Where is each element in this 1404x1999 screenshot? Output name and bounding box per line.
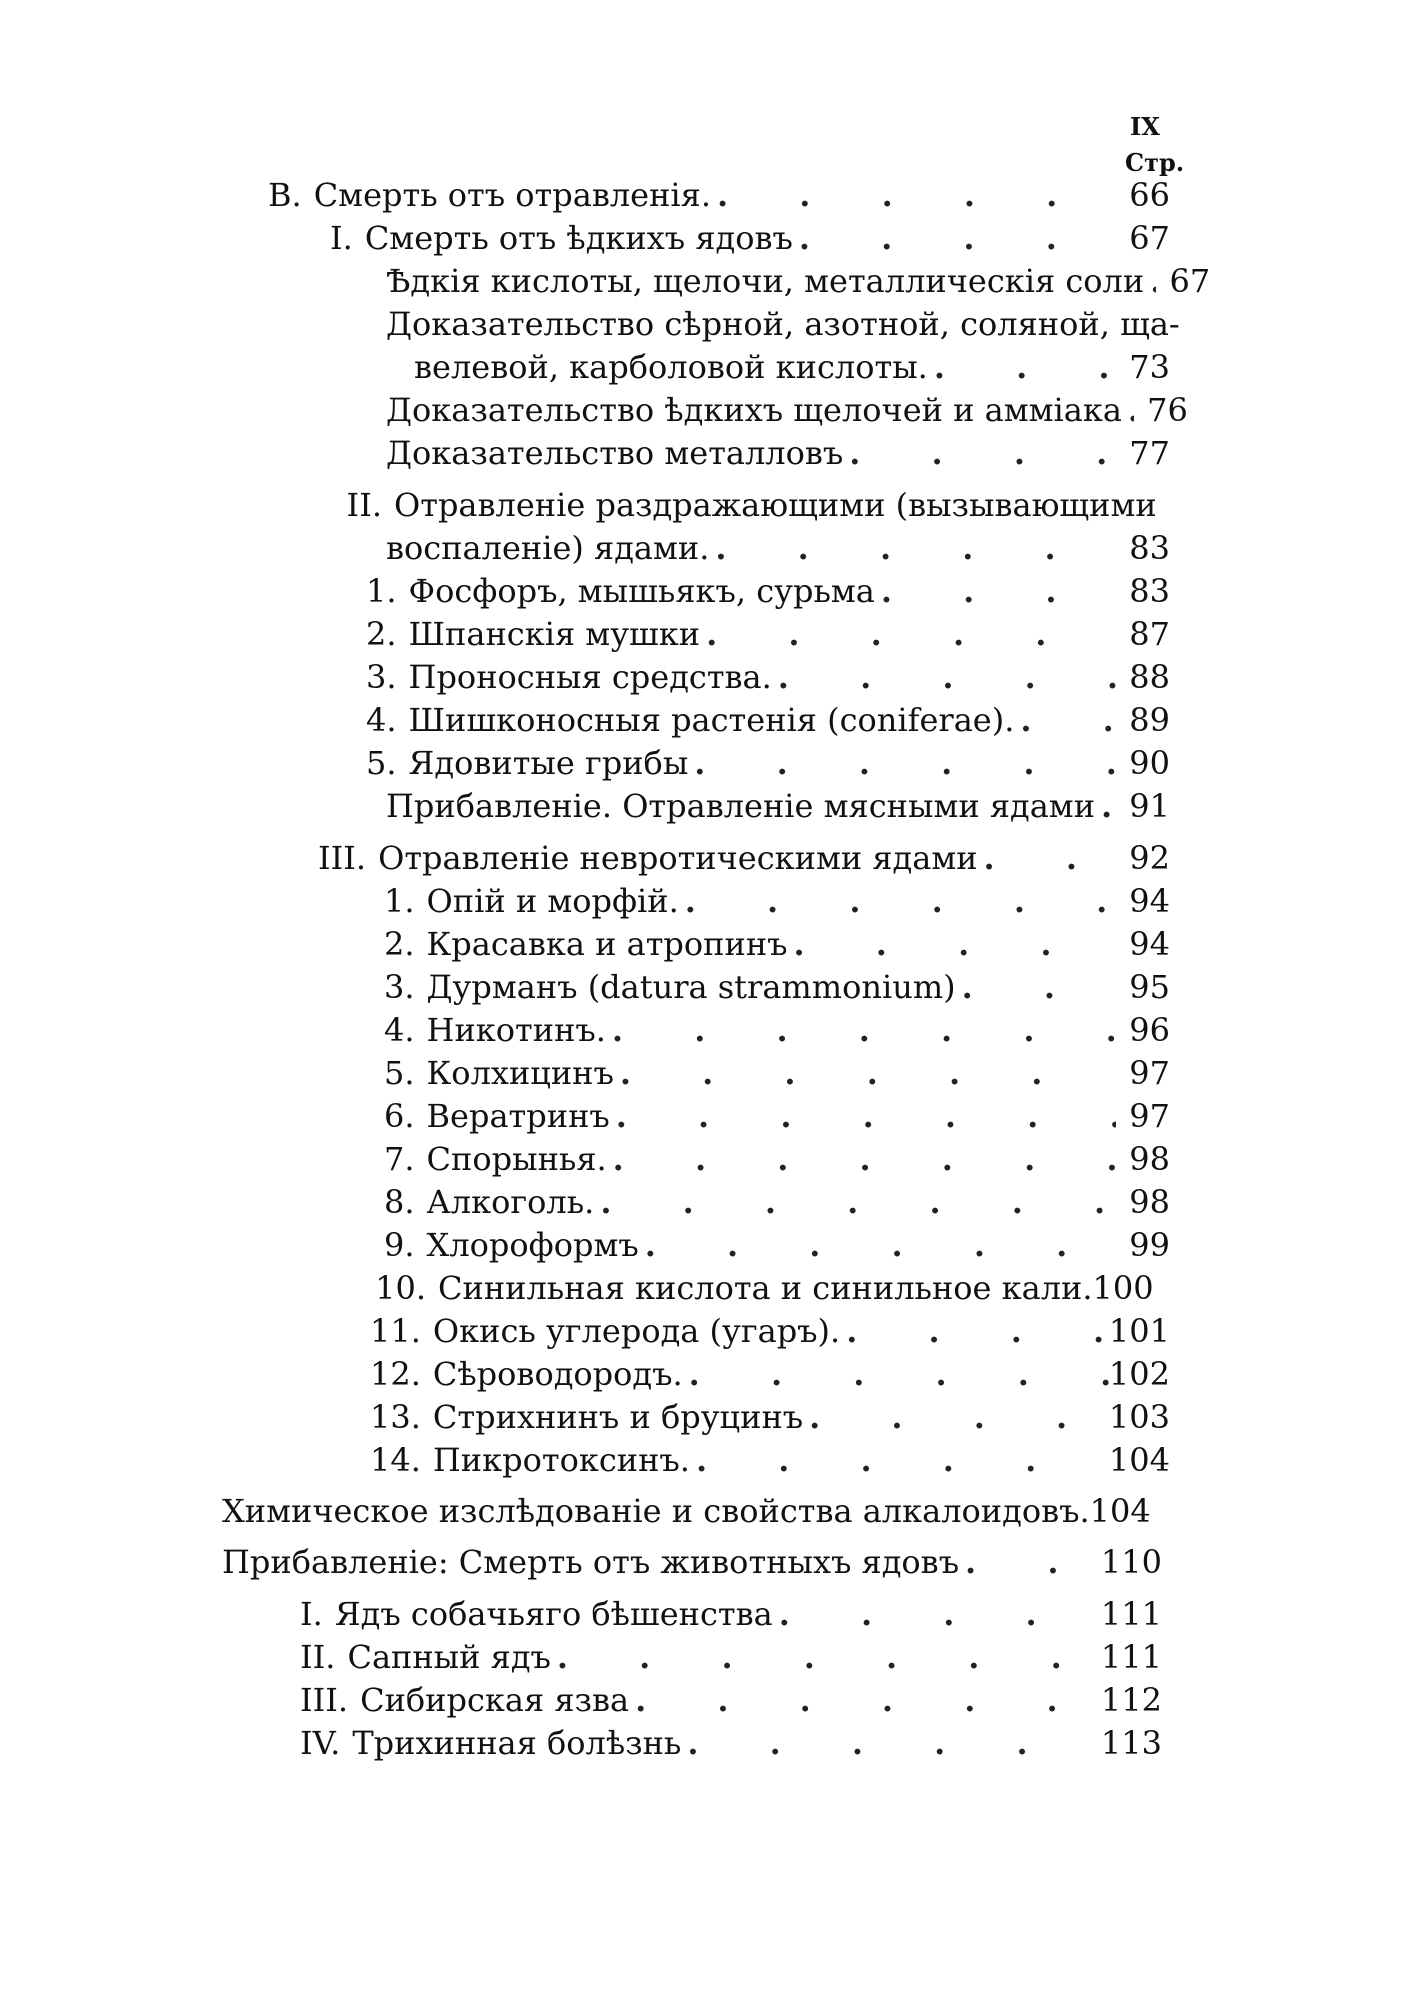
entry-number: 12. <box>370 1355 421 1393</box>
leader-dots <box>1095 786 1116 826</box>
toc-entry <box>318 838 1170 878</box>
entry-number: 2. <box>384 925 415 963</box>
toc-entry <box>384 1053 1170 1093</box>
entry-page: 92 <box>1129 839 1170 877</box>
entry-title: Спорынья. <box>426 1140 607 1178</box>
leader-dots <box>639 1225 1116 1265</box>
entry-page: 67 <box>1169 262 1211 300</box>
entry-page: 90 <box>1129 744 1170 782</box>
entry-page: 88 <box>1129 658 1170 696</box>
entry-number: III. <box>318 839 367 877</box>
entry-number: II. <box>346 486 382 524</box>
entry-number: 2. <box>366 615 397 653</box>
entry-number: 5. <box>366 744 397 782</box>
leader-dots <box>1144 261 1156 301</box>
leader-dots <box>875 571 1116 611</box>
toc-entry <box>366 614 1170 654</box>
toc-entry <box>384 1182 1170 1222</box>
entry-title: Проносныя средства. <box>408 658 772 696</box>
entry-page: 83 <box>1129 529 1170 567</box>
entry-title: Фосфоръ, мышьякъ, сурьма <box>408 572 875 610</box>
entry-page: 66 <box>1129 176 1170 214</box>
entry-page: 103 <box>1108 1398 1170 1436</box>
toc-entry <box>386 304 1180 344</box>
toc-entry <box>366 571 1170 611</box>
entry-title: Доказательство металловъ <box>386 434 844 472</box>
entry-page: 94 <box>1129 882 1170 920</box>
entry-page: 77 <box>1129 434 1170 472</box>
toc-entry <box>386 433 1170 473</box>
entry-title: Отравленіе невротическими ядами <box>378 839 978 877</box>
toc-entry <box>386 786 1170 826</box>
entry-title: Стрихнинъ и бруцинъ <box>432 1398 804 1436</box>
entry-page: 104 <box>1089 1492 1151 1530</box>
leader-dots <box>1122 390 1134 430</box>
toc-entry <box>300 1594 1162 1634</box>
entry-page: 104 <box>1108 1441 1170 1479</box>
entry-number: I. <box>300 1595 323 1633</box>
leader-dots <box>610 1096 1116 1136</box>
leader-dots <box>978 838 1116 878</box>
entry-title: Опій и морфій. <box>426 882 679 920</box>
page-number: IX <box>1130 112 1160 141</box>
leader-dots <box>606 1010 1116 1050</box>
entry-page: 112 <box>1100 1681 1162 1719</box>
entry-number: II. <box>300 1638 336 1676</box>
leader-dots <box>956 967 1116 1007</box>
toc-entry <box>366 657 1170 697</box>
leader-dots <box>679 881 1116 921</box>
entry-number: 1. <box>384 882 415 920</box>
entry-title: Дурманъ (datura strammonium) <box>426 968 956 1006</box>
toc-entry <box>386 390 1188 430</box>
entry-number: I. <box>330 219 353 257</box>
leader-dots <box>793 218 1116 258</box>
entry-title: Красавка и атропинъ <box>426 925 788 963</box>
toc-entry <box>268 175 1170 215</box>
entry-title: Химическое изслѣдованіе и свойства алкалоидовъ. <box>222 1492 1090 1530</box>
entry-number: 13. <box>370 1398 421 1436</box>
entry-number: 9. <box>384 1226 415 1264</box>
toc-entry <box>384 967 1170 1007</box>
entry-number: 3. <box>366 658 397 696</box>
entry-number: 4. <box>384 1011 415 1049</box>
entry-title: Сапный ядъ <box>347 1638 551 1676</box>
entry-number: 10. <box>375 1269 426 1307</box>
entry-title: Отравленіе раздражающими (вызывающими <box>394 486 1157 524</box>
entry-title: воспаленіе) ядами. <box>386 529 710 567</box>
entry-page: 98 <box>1129 1183 1170 1221</box>
leader-dots <box>700 614 1116 654</box>
entry-page: 76 <box>1147 391 1188 429</box>
entry-title: Прибавленіе. Отравленіе мясными ядами <box>386 787 1096 825</box>
entry-number: 8. <box>384 1183 415 1221</box>
entry-title: Трихинная болѣзнь <box>352 1724 682 1762</box>
entry-title: Никотинъ. <box>426 1011 606 1049</box>
entry-number: 1. <box>366 572 397 610</box>
leader-dots <box>681 1723 1101 1763</box>
toc-entry <box>384 1139 1170 1179</box>
entry-number: 4. <box>366 701 397 739</box>
leader-dots <box>711 175 1116 215</box>
toc-entry <box>370 1354 1170 1394</box>
leader-dots <box>803 1397 1109 1437</box>
entry-title: Ѣдкія кислоты, щелочи, металлическія соли <box>386 262 1145 300</box>
entry-number: III. <box>300 1681 349 1719</box>
leader-dots <box>607 1139 1116 1179</box>
entry-page: 73 <box>1129 348 1170 386</box>
entry-title: Смерть отъ ѣдкихъ ядовъ <box>364 219 793 257</box>
toc-entry <box>386 261 1211 301</box>
entry-page: 67 <box>1129 219 1170 257</box>
entry-page: 101 <box>1108 1312 1170 1350</box>
entry-number: IV. <box>300 1724 341 1762</box>
entry-title: Вератринъ <box>426 1097 610 1135</box>
entry-page: 83 <box>1129 572 1170 610</box>
entry-number: 11. <box>370 1312 421 1350</box>
leader-dots <box>709 528 1116 568</box>
toc-entry <box>370 1397 1170 1437</box>
entry-page: 95 <box>1129 968 1170 1006</box>
toc-entry <box>384 1096 1170 1136</box>
entry-page: 97 <box>1129 1097 1170 1135</box>
entry-page: 89 <box>1129 701 1170 739</box>
toc-entry <box>318 485 1170 525</box>
toc-entry <box>384 1010 1170 1050</box>
leader-dots <box>551 1637 1101 1677</box>
toc-entry <box>370 1268 1170 1308</box>
entry-title: Хлороформъ <box>426 1226 639 1264</box>
entry-page: 110 <box>1100 1543 1162 1581</box>
entry-title: Ядовитые грибы <box>408 744 689 782</box>
entry-page: 87 <box>1129 615 1170 653</box>
entry-number: 3. <box>384 968 415 1006</box>
entry-number: 6. <box>384 1097 415 1135</box>
toc-entry <box>370 1440 1170 1480</box>
entry-page: 113 <box>1100 1724 1162 1762</box>
leader-dots <box>773 1594 1101 1634</box>
toc-entry <box>370 1311 1170 1351</box>
leader-dots <box>788 924 1117 964</box>
toc-entry <box>330 218 1170 258</box>
entry-number: 7. <box>384 1140 415 1178</box>
entry-page: 98 <box>1129 1140 1170 1178</box>
toc-entry <box>300 1723 1162 1763</box>
entry-title: Синильная кислота и синильное кали. <box>438 1269 1093 1307</box>
toc-entry <box>384 1225 1170 1265</box>
entry-title: Доказательство ѣдкихъ щелочей и амміака <box>386 391 1122 429</box>
toc-entry <box>300 1680 1162 1720</box>
entry-title: Прибавленіе: Смерть отъ животныхъ ядовъ <box>222 1543 960 1581</box>
toc-entry <box>366 743 1170 783</box>
toc-entry <box>366 700 1170 740</box>
entry-title: Смерть отъ отравленія. <box>313 176 712 214</box>
entry-page: 94 <box>1129 925 1170 963</box>
entry-page: 99 <box>1129 1226 1170 1264</box>
entry-title: Алкоголь. <box>426 1183 595 1221</box>
entry-title: Шпанскія мушки <box>408 615 701 653</box>
toc-entry-continuation <box>386 528 1170 568</box>
entry-title: Сѣроводородъ. <box>432 1355 683 1393</box>
entry-number: В. <box>268 176 302 214</box>
entry-title: Шишконосныя растенія (coniferae). <box>408 701 1015 739</box>
entry-title: Ядъ собачьяго бѣшенства <box>334 1595 773 1633</box>
leader-dots <box>629 1680 1101 1720</box>
toc-entry <box>222 1491 1162 1531</box>
leader-dots <box>683 1354 1109 1394</box>
entry-title: Пикротоксинъ. <box>432 1441 690 1479</box>
toc-entry-continuation <box>414 347 1170 387</box>
toc-entry <box>300 1637 1162 1677</box>
page-column-header: Стр. <box>1125 148 1185 177</box>
entry-page: 102 <box>1108 1355 1170 1393</box>
entry-page: 100 <box>1092 1269 1154 1307</box>
entry-title: Колхицинъ <box>426 1054 614 1092</box>
entry-page: 96 <box>1129 1011 1170 1049</box>
toc-entry <box>222 1542 1162 1582</box>
entry-title: Окись углерода (угаръ). <box>432 1312 841 1350</box>
entry-page: 97 <box>1129 1054 1170 1092</box>
leader-dots <box>688 743 1116 783</box>
entry-page: 111 <box>1100 1638 1162 1676</box>
leader-dots <box>928 347 1116 387</box>
toc-entry <box>384 881 1170 921</box>
entry-title: Доказательство сѣрной, азотной, соляной, ща- <box>386 305 1180 343</box>
entry-page: 91 <box>1129 787 1170 825</box>
leader-dots <box>959 1542 1101 1582</box>
leader-dots <box>840 1311 1109 1351</box>
leader-dots <box>772 657 1116 697</box>
leader-dots <box>690 1440 1109 1480</box>
leader-dots <box>1014 700 1116 740</box>
entry-page: 111 <box>1100 1595 1162 1633</box>
toc-entry <box>384 924 1170 964</box>
entry-number: 5. <box>384 1054 415 1092</box>
entry-number: 14. <box>370 1441 421 1479</box>
leader-dots <box>594 1182 1116 1222</box>
entry-title: велевой, карболовой кислоты. <box>414 348 928 386</box>
entry-title: Сибирская язва <box>360 1681 630 1719</box>
leader-dots <box>843 433 1116 473</box>
leader-dots <box>614 1053 1116 1093</box>
